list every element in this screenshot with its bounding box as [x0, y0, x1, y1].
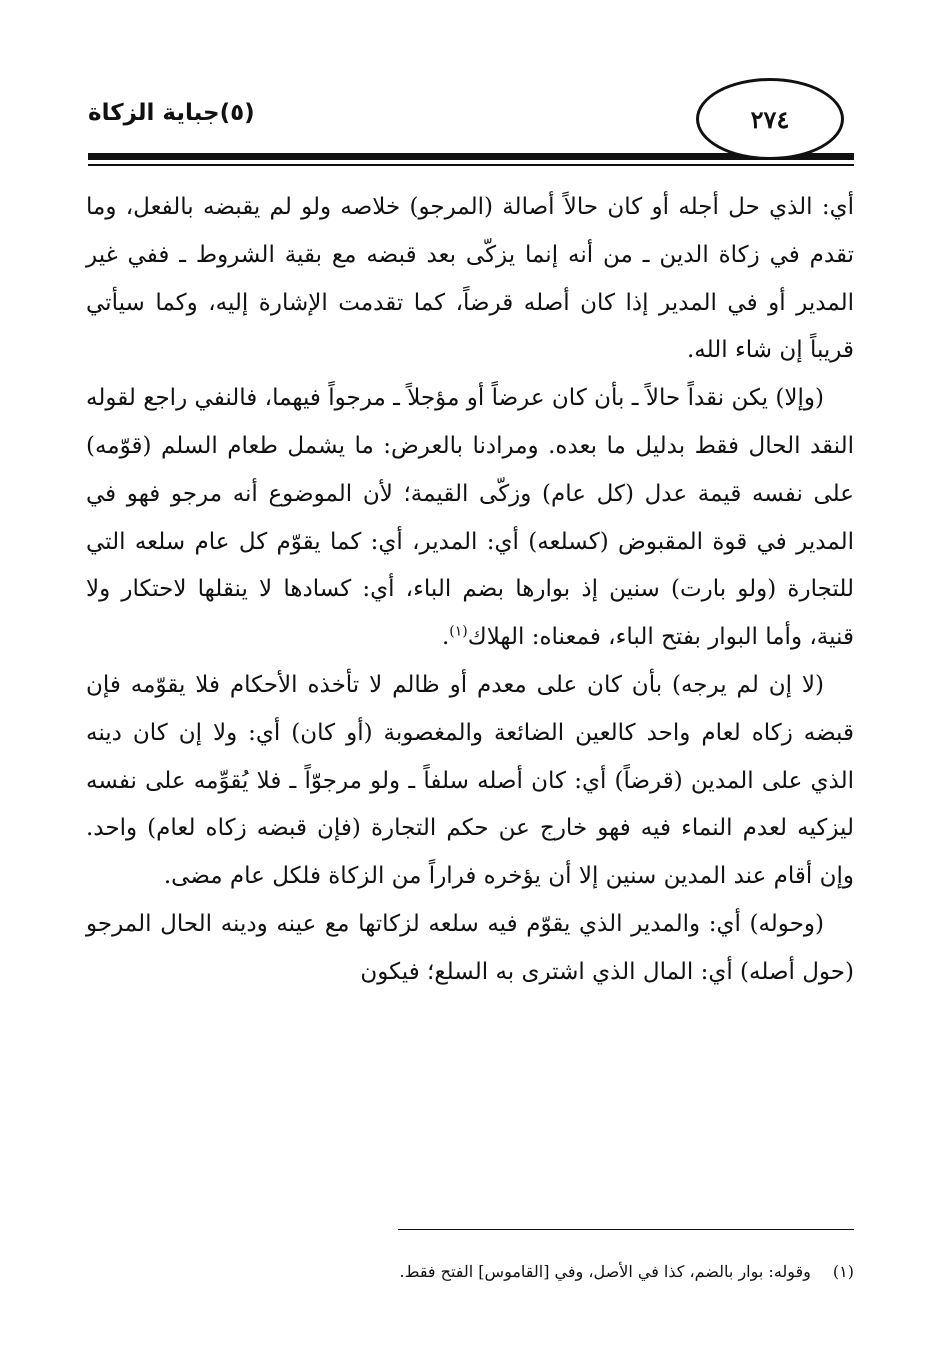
page-number-oval — [696, 78, 844, 160]
page-header — [88, 78, 854, 168]
main-text — [86, 184, 854, 997]
paragraph-1: أي: الذي حل أجله أو كان حالاً أصالة (المرجو) خلاصه ولو لم يقبضه بالفعل، وما تقدم في زكاة الدين ـ من أنه إنما يزكّى بعد قبضه مع بقية الشروط ـ ففي غير المدير أو في المدير إذا كان أصله قرضاً، كما تقدمت الإشارة إليه، وكما سيأتي قريباً إن شاء الله. — [86, 194, 854, 364]
footnote-text: وقوله: بوار بالضم، كذا في الأصل، وفي [القاموس] الفتح فقط. — [399, 1262, 811, 1281]
paragraph-4: (وحوله) أي: والمدير الذي يقوّم فيه سلعه لزكاتها مع عينه ودينه الحال المرجو (حول أصله) أي: المال الذي اشترى به السلع؛ فيكون — [86, 910, 854, 985]
running-title: (٥)جباية الزكاة — [88, 100, 255, 126]
footnote — [400, 1262, 854, 1281]
paragraph-3: (لا إن لم يرجه) بأن كان على معدم أو ظالم لا تأخذه الأحكام فلا يقوّمه فإن قبضه زكاه لعام واحد كالعين الضائعة والمغصوبة (أو كان) أي: ولا إن كان دينه الذي على المدين (قرضاً) أي: كان أصله سلفاً ـ ولو مرجوّاً ـ فلا يُقوِّمه على نفسه ليزكيه لعدم النماء فيه فهو خارج عن حكم التجارة (فإن قبضه زكاه لعام) واحد. وإن أقام عند المدين سنين إلا أن يؤخره فراراً من الزكاة فلكل عام مضى. — [86, 671, 854, 890]
paragraph-2-end: . — [441, 624, 450, 651]
paragraph-2-text: (وإلا) يكن نقداً حالاً ـ بأن كان عرضاً أو مؤجلاً ـ مرجواً فيهما، فالنفي راجع لقوله النقد الحال فقط بدليل ما بعده. ومرادنا بالعرض: ما يشمل طعام السلم (قوّمه) على نفسه قيمة عدل (كل عام) وزكّى القيمة؛ لأن الموضوع أنه مرجو فهو في المدير في قوة المقبوض (كسلعه) أي: المدير، أي: كما يقوّم كل عام سلعه التي للتجارة (ولو بارت) سنين إذ بوارها بضم الباء، أي: كسادها لا ينقلها لاحتكار ولا قنية، وأما البوار بفتح الباء، فمعناه: الهلاك — [86, 385, 854, 651]
footnote-marker: (١) — [449, 623, 468, 640]
header-rule-thin — [88, 164, 854, 166]
footnote-number: (١) — [832, 1262, 854, 1281]
footnote-separator — [398, 1229, 854, 1230]
page-number: ٢٧٤ — [750, 104, 790, 134]
paragraph-2 — [86, 375, 854, 662]
